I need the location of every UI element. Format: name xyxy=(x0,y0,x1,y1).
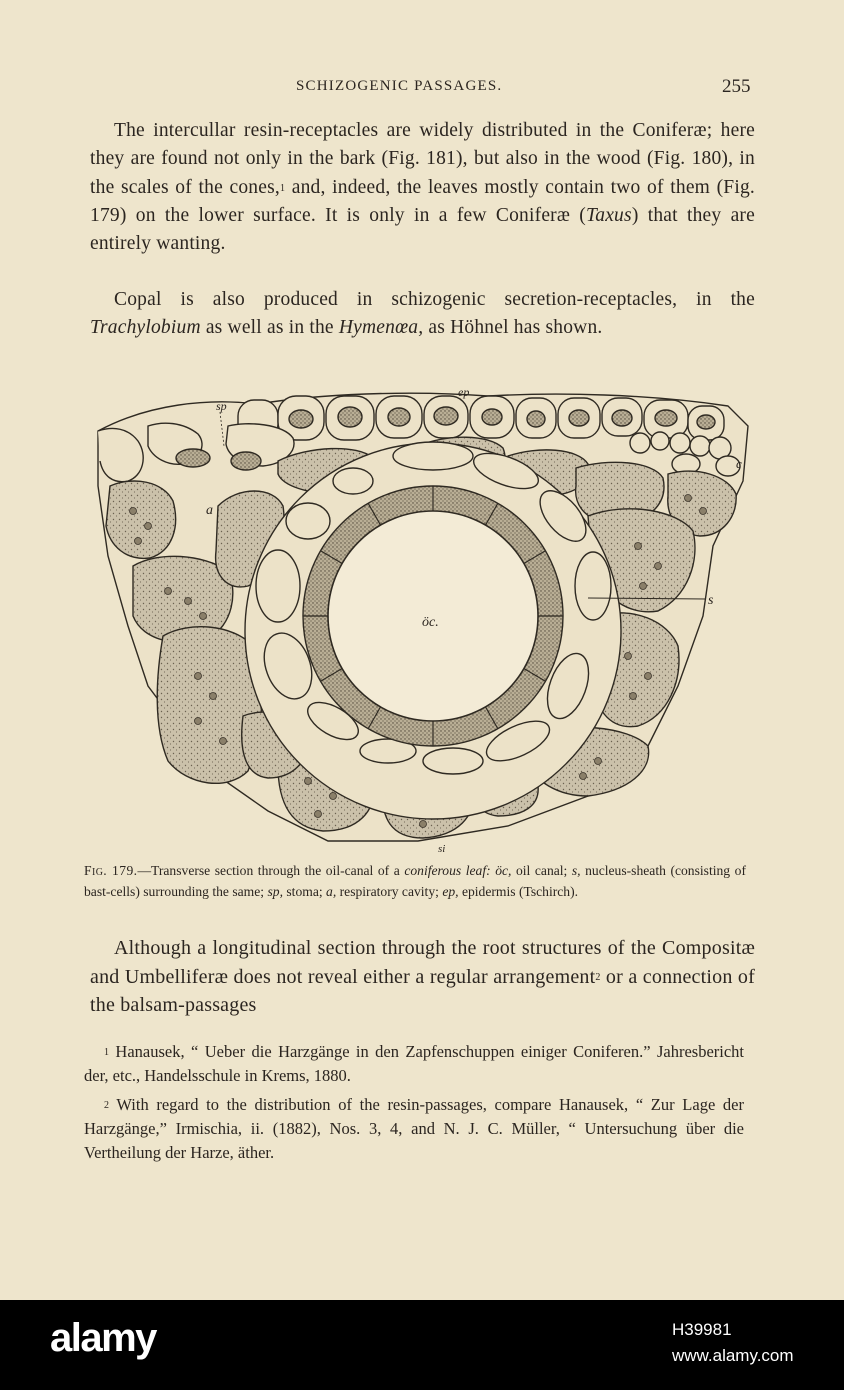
paragraph-text: or a connection of the balsam-passages xyxy=(90,965,755,1016)
footnote-mark: 2 xyxy=(104,1099,109,1111)
paragraph-text: ) that they are entirely wanting. xyxy=(90,204,755,255)
caption-text: epidermis (Tschirch). xyxy=(458,884,579,899)
paragraph-longitudinal-section xyxy=(90,934,755,1020)
paragraph-text: The intercullar resin-receptacles are widely distributed in the Coniferæ; here they are found not only in the bark (Fig. 181), but also in the wood (Fig. 180), in the scales of the cones, xyxy=(90,120,755,198)
caption-text: nucleus-sheath (consisting of bast-cells) surrounding the same; xyxy=(84,863,746,899)
site-url: www.alamy.com xyxy=(672,1346,794,1365)
paragraph-text: as Höhnel has shown. xyxy=(423,317,603,339)
footnote xyxy=(84,1093,744,1166)
caption-term: öc, xyxy=(490,863,512,878)
footnote xyxy=(84,1040,744,1089)
paragraph-text: Copal is also produced in schizogenic secretion-receptacles, in the xyxy=(114,289,755,310)
figure-caption xyxy=(84,860,746,902)
label-oc: öc. xyxy=(422,615,439,630)
paragraph-text: Although a longitudinal section through the root structures of the Compositæ and Umbelliferæ does not reveal either a regular arrangement xyxy=(90,937,755,988)
caption-term: s, xyxy=(571,863,581,878)
label-c: c xyxy=(736,456,742,471)
caption-text: oil canal; xyxy=(511,863,572,878)
caption-text: respiratory cavity; xyxy=(336,884,443,899)
footnote-marker: 2 xyxy=(595,971,601,983)
paragraph-text: as well as in the xyxy=(200,317,339,339)
running-head: SCHIZOGENIC PASSAGES. xyxy=(296,78,503,94)
caption-term: sp, xyxy=(267,884,283,899)
caption-term: ep, xyxy=(442,884,459,899)
label-sp: sp xyxy=(216,399,227,413)
footnote-text: With regard to the distribution of the resin-passages, compare Hanausek, “ Zur Lage der Harzgänge,” Irmischia, ii. (1882), Nos. 3, 4, and N. J. C. Müller, “ Untersuchung über die Vertheilung der Harze, äther. xyxy=(84,1094,744,1163)
footnote-marker: 1 xyxy=(279,182,286,194)
footnote-mark: 1 xyxy=(104,1047,109,1058)
trachylobium-term: Trachylobium xyxy=(90,317,201,339)
taxus-term: Taxus xyxy=(586,204,632,226)
paragraph-resin-receptacles xyxy=(90,117,755,258)
figure-number: Fig. 179. xyxy=(84,863,138,878)
page-number: 255 xyxy=(722,76,751,97)
caption-text: —Transverse section through the oil-canal of a xyxy=(137,863,405,878)
label-s: s xyxy=(708,593,714,608)
label-a: a xyxy=(206,503,213,518)
footnote-text: Hanausek, “ Ueber die Harzgänge in den Zapfenschuppen einiger Coniferen.” Jahresbericht der, etc., Handelsschule in Krems, 1880. xyxy=(84,1042,744,1086)
brand-logo: alamy xyxy=(50,1316,156,1360)
page-header xyxy=(0,76,844,100)
watermark-bar xyxy=(0,1300,844,1390)
image-id: H39981 xyxy=(672,1320,732,1339)
label-ep: ep xyxy=(458,386,470,399)
caption-text: stoma; xyxy=(282,884,327,899)
caption-term: coniferous leaf: xyxy=(404,863,491,878)
hymenaea-term: Hymenœa, xyxy=(338,317,424,339)
caption-term: a, xyxy=(326,884,337,899)
label-si: si xyxy=(438,843,446,854)
footnotes xyxy=(84,1040,744,1169)
paragraph-copal xyxy=(90,286,755,343)
paragraph-text: and, indeed, the leaves mostly contain two of them (Fig. 179) on the lower surface. It is only in a few Coniferæ ( xyxy=(90,176,755,226)
oil-canal-illustration xyxy=(88,386,758,854)
